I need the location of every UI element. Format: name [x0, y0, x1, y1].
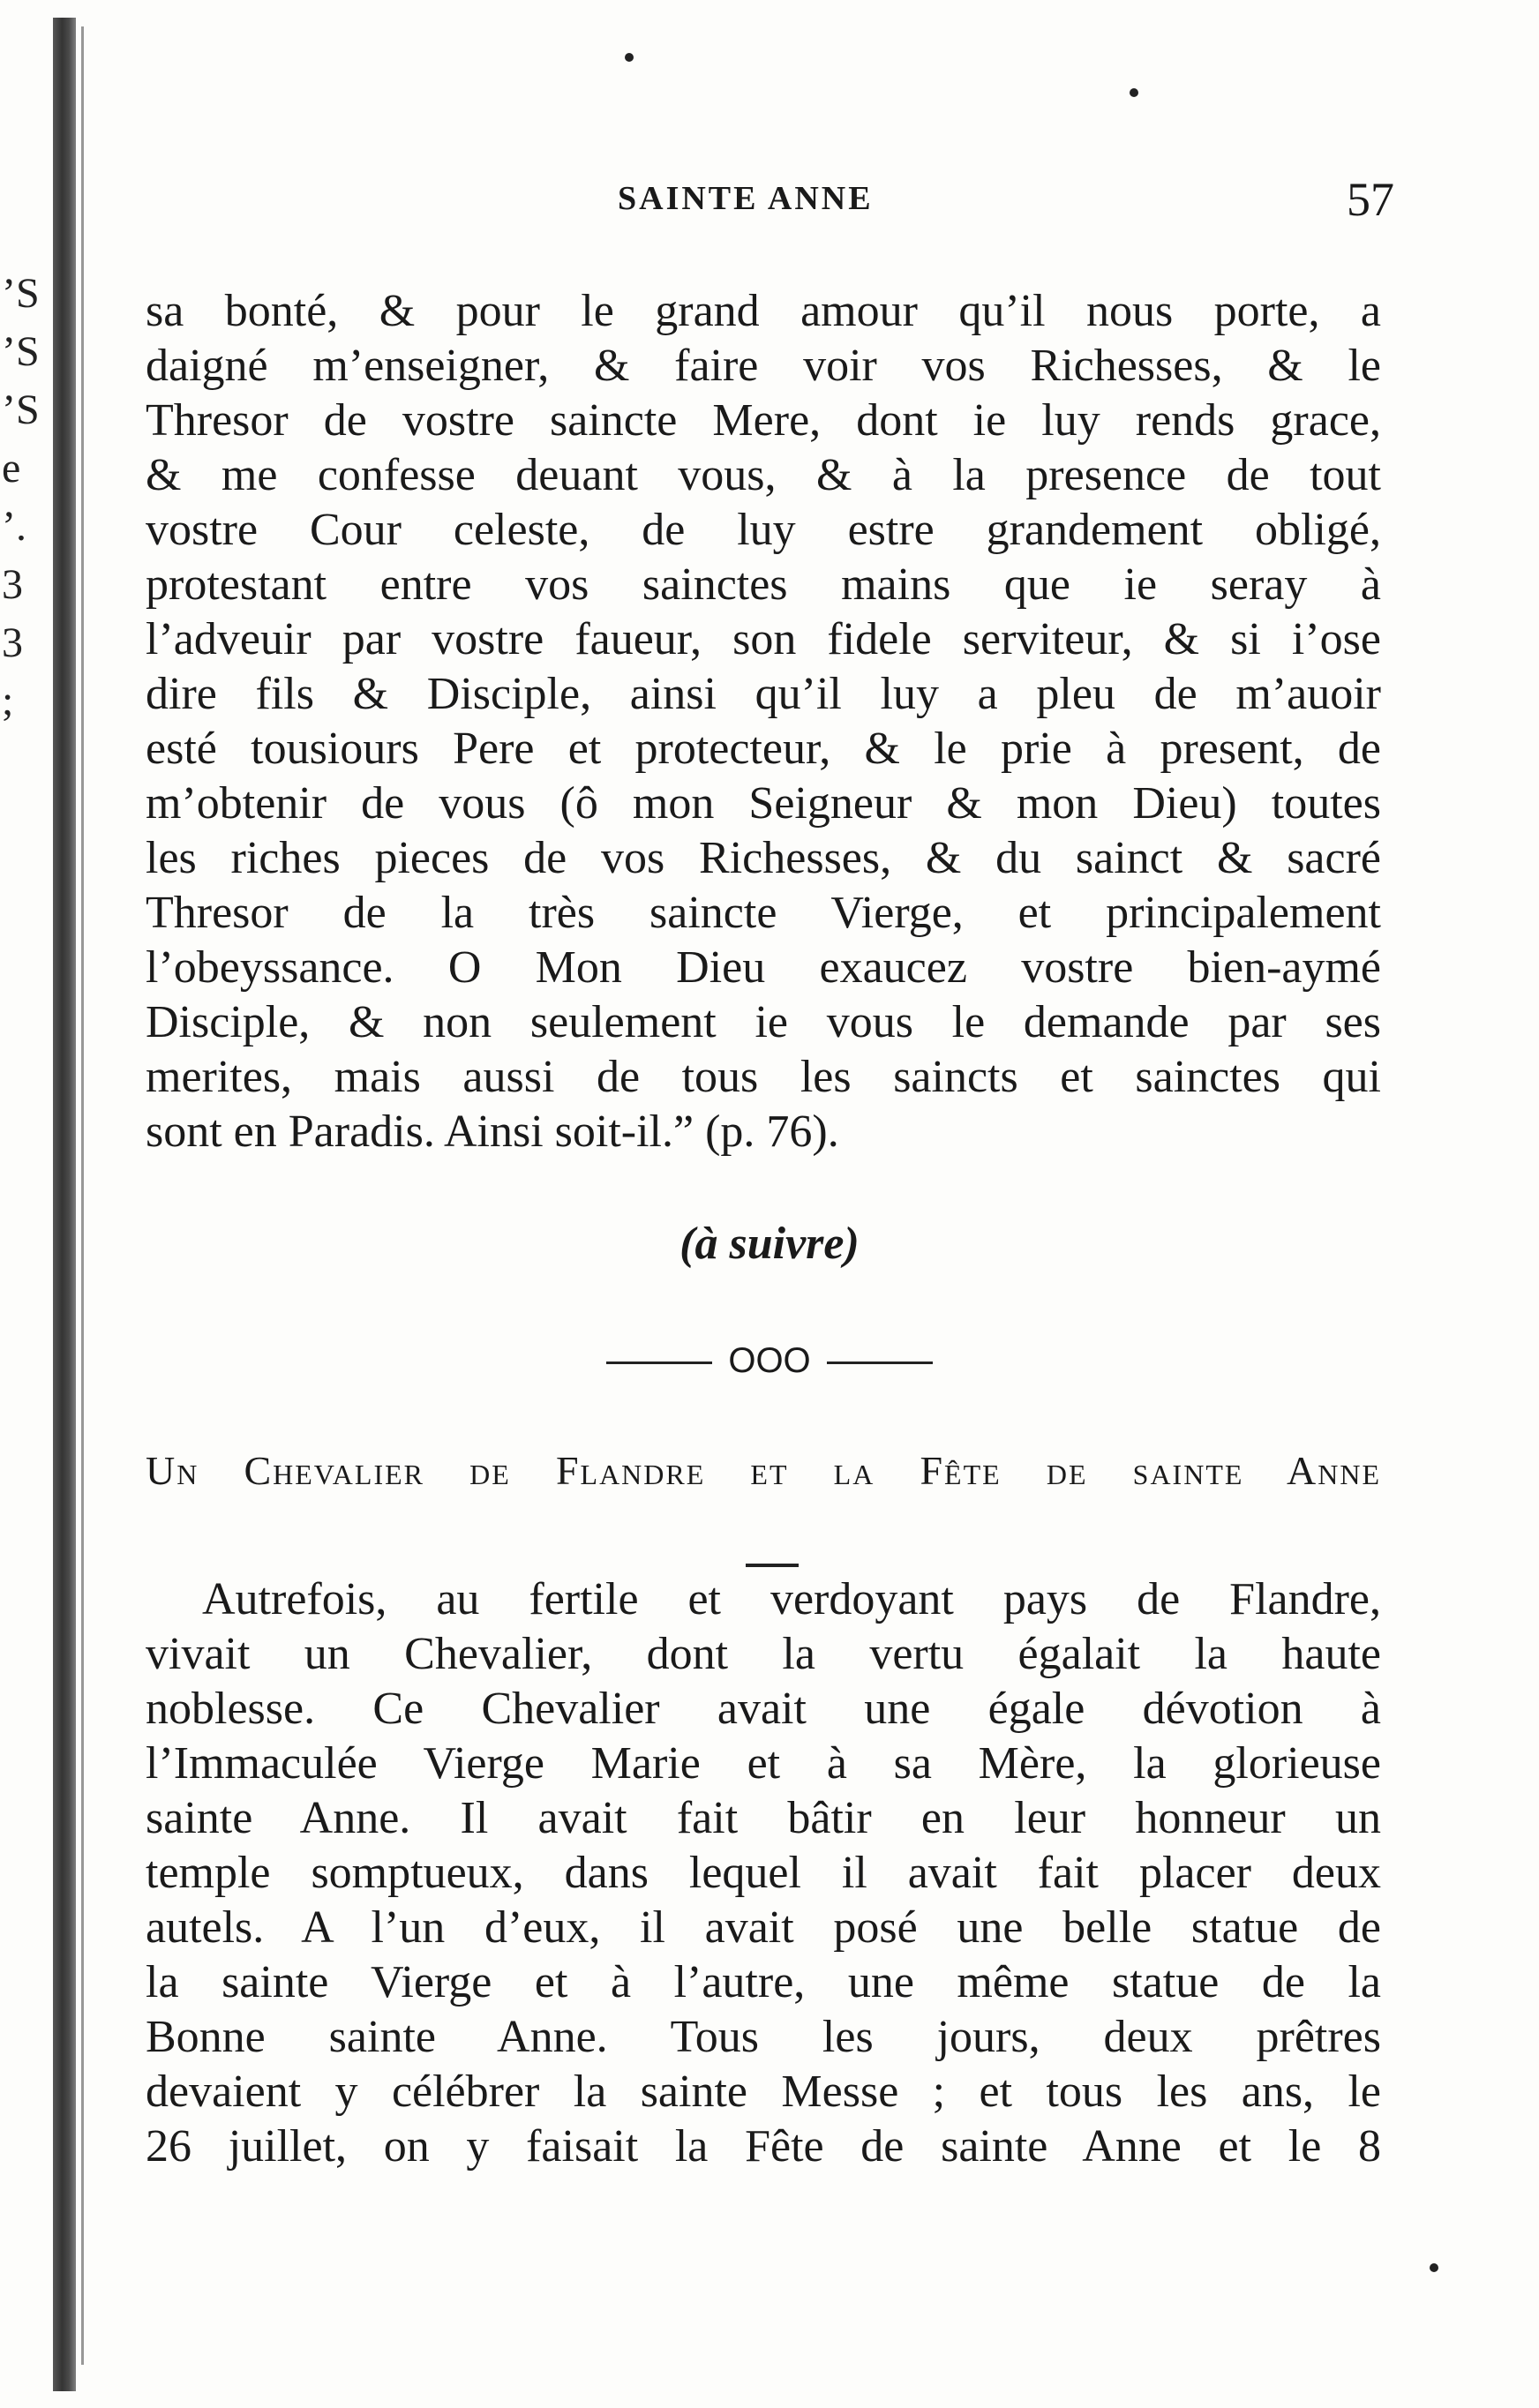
margin-fragment: ’S: [2, 386, 40, 433]
margin-fragment: ’S: [2, 328, 40, 375]
text-line: protestant entre vos sainctes mains que ie seray à: [146, 559, 1381, 610]
text-line: vostre Cour celeste, de luy estre grandement obligé,: [146, 505, 1381, 555]
text-line: sa bonté, & pour le grand amour qu’il nous porte, a: [146, 286, 1381, 336]
paragraph-prayer-continued: [146, 284, 1381, 1159]
margin-fragment: ’.: [2, 503, 26, 550]
speck-mark: [1130, 88, 1138, 97]
separator-rule-left: [606, 1362, 712, 1364]
text-line: daigné m’enseigner, & faire voir vos Richesses, & le: [146, 341, 1381, 391]
article-title: Un Chevalier de Flandre et la Fête de sainte Anne: [146, 1448, 1381, 1493]
text-line: Bonne sainte Anne. Tous les jours, deux prêtres: [146, 2012, 1381, 2062]
title-dash: [746, 1564, 799, 1567]
running-title: SAINTE ANNE: [618, 180, 874, 217]
text-line: l’adveuir par vostre faueur, son fidele serviteur, & si i’ose: [146, 614, 1381, 664]
text-line: Thresor de la très saincte Vierge, et principalement: [146, 888, 1381, 938]
facing-page-margin-fragments: [2, 265, 46, 731]
text-line: l’Immaculée Vierge Marie et à sa Mère, la glorieuse: [146, 1738, 1381, 1789]
separator-rule-right: [827, 1362, 933, 1364]
separator-mark: OOO: [728, 1341, 811, 1380]
text-line: sainte Anne. Il avait fait bâtir en leur honneur un: [146, 1793, 1381, 1843]
book-binding-shadow: [81, 26, 84, 2365]
margin-fragment: 3: [2, 561, 23, 608]
text-line: temple somptueux, dans lequel il avait fait placer deux: [146, 1848, 1381, 1898]
page-number: 57: [1347, 173, 1394, 226]
margin-fragment: 3: [2, 619, 23, 666]
text-line: & me confesse deuant vous, & à la presence de tout: [146, 450, 1381, 500]
text-line: Thresor de vostre saincte Mere, dont ie luy rends grace,: [146, 395, 1381, 446]
text-line: Disciple, & non seulement ie vous le demande par ses: [146, 997, 1381, 1047]
text-line: vivait un Chevalier, dont la vertu égalait la haute: [146, 1629, 1381, 1679]
text-line: Autrefois, au fertile et verdoyant pays de Flandre,: [202, 1574, 1381, 1624]
section-separator: [0, 1341, 1539, 1381]
text-line: sont en Paradis. Ainsi soit-il.” (p. 76).: [146, 1106, 839, 1157]
running-head: [141, 172, 1394, 234]
to-be-continued: (à suivre): [679, 1219, 860, 1269]
margin-fragment: e: [2, 445, 21, 491]
text-line: dire fils & Disciple, ainsi qu’il luy a pleu de m’auoir: [146, 669, 1381, 719]
margin-fragment: ;: [2, 678, 14, 724]
text-line: devaient y célébrer la sainte Messe ; et tous les ans, le: [146, 2067, 1381, 2117]
text-line: les riches pieces de vos Richesses, & du sainct & sacré: [146, 833, 1381, 883]
paragraph-chevalier-story: [146, 1572, 1381, 2174]
margin-fragment: ’S: [2, 270, 40, 317]
text-line: autels. A l’un d’eux, il avait posé une belle statue de: [146, 1902, 1381, 1953]
speck-mark: [625, 53, 634, 62]
text-line: l’obeyssance. O Mon Dieu exaucez vostre bien-aymé: [146, 942, 1381, 993]
text-line: noblesse. Ce Chevalier avait une égale dévotion à: [146, 1684, 1381, 1734]
text-line: la sainte Vierge et à l’autre, une même statue de la: [146, 1957, 1381, 2007]
text-line: 26 juillet, on y faisait la Fête de sainte Anne et le 8: [146, 2121, 1381, 2172]
text-line: merites, mais aussi de tous les saincts et sainctes qui: [146, 1052, 1381, 1102]
text-line: m’obtenir de vous (ô mon Seigneur & mon Dieu) toutes: [146, 778, 1381, 829]
book-binding-edge: [53, 18, 76, 2391]
text-line: esté tousiours Pere et protecteur, & le prie à present, de: [146, 724, 1381, 774]
speck-mark: [1430, 2263, 1438, 2272]
